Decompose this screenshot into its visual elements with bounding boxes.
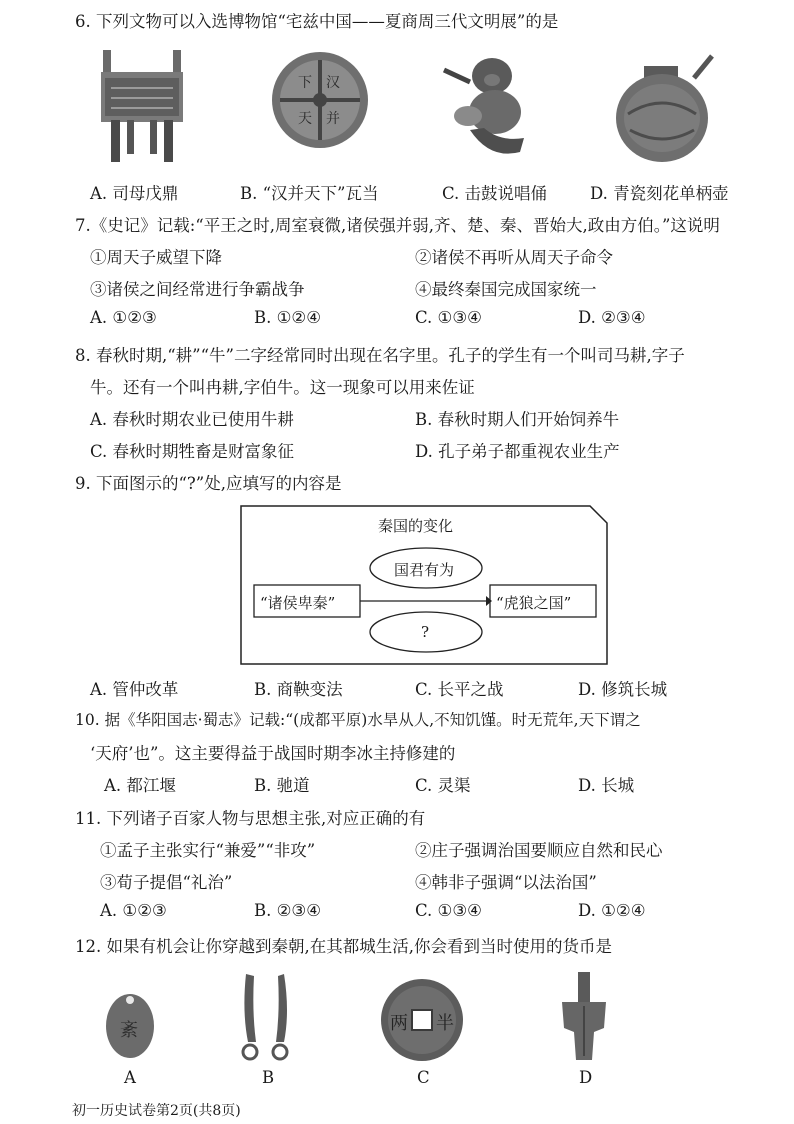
shell-coin-image bbox=[104, 990, 156, 1060]
q6-option-c[interactable]: C. 击鼓说唱俑 bbox=[442, 184, 548, 203]
q9-option-d[interactable]: D. 修筑长城 bbox=[578, 680, 668, 699]
q11-option-d[interactable]: D. ①②④ bbox=[578, 901, 646, 920]
page-footer: 初一历史试卷第2页(共8页) bbox=[72, 1103, 241, 1119]
banliang-coin-image bbox=[380, 978, 464, 1062]
ding-artifact-image bbox=[97, 48, 187, 166]
tile-char-2: 并 bbox=[326, 111, 340, 127]
q10-stem-line-2: ‘天府’也”。这主要得益于战国时期李冰主持修建的 bbox=[90, 744, 456, 763]
q12-stem: 12. 如果有机会让你穿越到秦朝,在其都城生活,你会看到当时使用的货币是 bbox=[75, 937, 612, 956]
q7-item-2: ②诸侯不再听从周天子命令 bbox=[415, 248, 613, 267]
coin-char-liang: 两 bbox=[390, 1013, 408, 1034]
q9-option-a[interactable]: A. 管仲改革 bbox=[90, 680, 179, 699]
q11-item-3: ③荀子提倡“礼治” bbox=[100, 873, 233, 892]
drummer-figurine-image bbox=[440, 52, 535, 164]
q8-stem-line-1: 8. 春秋时期,“耕”“牛”二字经常同时出现在名字里。孔子的学生有一个叫司马耕,字子 bbox=[75, 346, 685, 365]
q7-stem: 7.《史记》记载:“平王之时,周室衰微,诸侯强并弱,齐、楚、秦、晋始大,政由方伯。”这说明 bbox=[75, 216, 720, 235]
q10-stem-line-1: 10. 据《华阳国志·蜀志》记载:“(成都平原)水旱从人,不知饥馑。时无荒年,天下谓之 bbox=[75, 711, 641, 729]
tile-char-3: 天 bbox=[298, 111, 312, 127]
q12-label-b[interactable]: B bbox=[262, 1068, 275, 1087]
q7-item-4: ④最终秦国完成国家统一 bbox=[415, 280, 597, 299]
q8-option-c[interactable]: C. 春秋时期牲畜是财富象征 bbox=[90, 442, 295, 461]
tile-char-1: 汉 bbox=[326, 75, 340, 91]
q8-option-b[interactable]: B. 春秋时期人们开始饲养牛 bbox=[415, 410, 620, 429]
q10-option-a[interactable]: A. 都江堰 bbox=[104, 776, 176, 795]
q9-option-c[interactable]: C. 长平之战 bbox=[415, 680, 504, 699]
diagram-bottom-ellipse-label: ? bbox=[421, 623, 430, 641]
q11-stem: 11. 下列诸子百家人物与思想主张,对应正确的有 bbox=[75, 809, 426, 828]
q7-option-a[interactable]: A. ①②③ bbox=[90, 308, 157, 327]
diagram-top-ellipse-label: 国君有为 bbox=[394, 561, 455, 579]
coin-char-ban: 半 bbox=[436, 1013, 454, 1034]
q12-label-c[interactable]: C bbox=[417, 1068, 430, 1087]
q7-item-3: ③诸侯之间经常进行争霸战争 bbox=[90, 280, 305, 299]
q9-option-b[interactable]: B. 商鞅变法 bbox=[254, 680, 343, 699]
q12-label-d[interactable]: D bbox=[579, 1068, 593, 1087]
spade-coin-image bbox=[558, 970, 610, 1064]
q6-option-d[interactable]: D. 青瓷刻花单柄壶 bbox=[590, 184, 729, 203]
q9-stem: 9. 下面图示的“?”处,应填写的内容是 bbox=[75, 474, 342, 493]
tile-char-4: 下 bbox=[298, 75, 312, 91]
q12-label-a[interactable]: A bbox=[124, 1068, 136, 1087]
diagram-right-box-label: “虎狼之国” bbox=[496, 594, 572, 612]
q6-option-b[interactable]: B. “汉并天下”瓦当 bbox=[240, 184, 379, 203]
q11-item-4: ④韩非子强调“以法治国” bbox=[415, 873, 597, 892]
q11-option-a[interactable]: A. ①②③ bbox=[100, 901, 167, 920]
diagram-title: 秦国的变化 bbox=[378, 517, 454, 535]
q7-option-b[interactable]: B. ①②④ bbox=[254, 308, 321, 327]
knife-coin-image bbox=[240, 972, 292, 1064]
shell-coin-char: 紊 bbox=[120, 1020, 138, 1041]
q10-option-c[interactable]: C. 灵渠 bbox=[415, 776, 471, 795]
q6-option-a[interactable]: A. 司母戊鼎 bbox=[90, 184, 179, 203]
q6-stem: 6. 下列文物可以入选博物馆“宅兹中国——夏商周三代文明展”的是 bbox=[75, 12, 559, 31]
q7-option-c[interactable]: C. ①③④ bbox=[415, 308, 482, 327]
q11-option-b[interactable]: B. ②③④ bbox=[254, 901, 321, 920]
q11-item-1: ①孟子主张实行“兼爱”“非攻” bbox=[100, 841, 316, 860]
q11-item-2: ②庄子强调治国要顺应自然和民心 bbox=[415, 841, 663, 860]
q7-option-d[interactable]: D. ②③④ bbox=[578, 308, 646, 327]
q10-option-b[interactable]: B. 驰道 bbox=[254, 776, 310, 795]
q11-option-c[interactable]: C. ①③④ bbox=[415, 901, 482, 920]
q7-item-1: ①周天子威望下降 bbox=[90, 248, 222, 267]
wadang-tile-image bbox=[270, 50, 370, 150]
q10-option-d[interactable]: D. 长城 bbox=[578, 776, 635, 795]
q8-stem-line-2: 牛。还有一个叫冉耕,字伯牛。这一现象可以用来佐证 bbox=[90, 378, 475, 397]
q8-option-d[interactable]: D. 孔子弟子都重视农业生产 bbox=[415, 442, 620, 461]
qin-change-diagram bbox=[240, 505, 608, 665]
q8-option-a[interactable]: A. 春秋时期农业已使用牛耕 bbox=[90, 410, 294, 429]
diagram-left-box-label: “诸侯卑秦” bbox=[260, 594, 336, 612]
celadon-pot-image bbox=[612, 52, 717, 164]
